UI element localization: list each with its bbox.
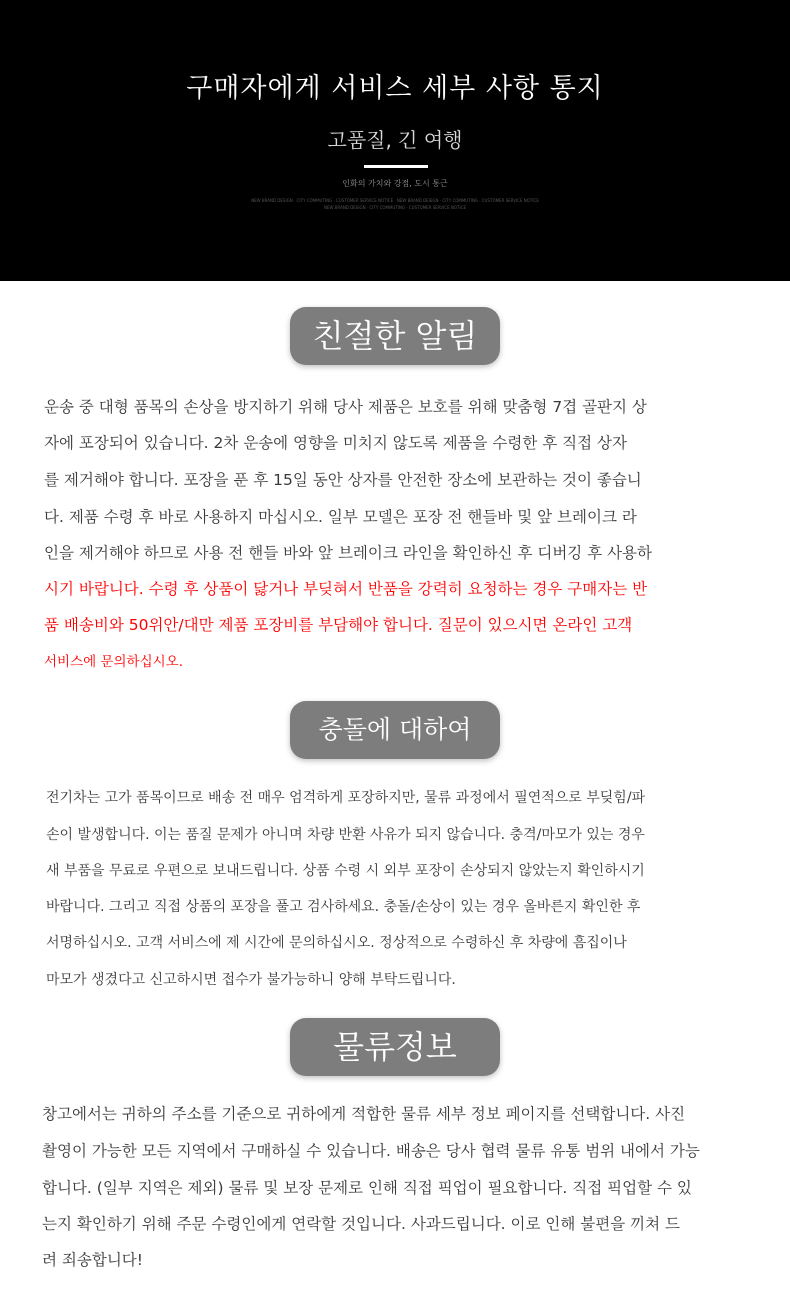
notice-line: 를 제거해야 합니다. 포장을 푼 후 15일 동안 상자를 안전한 장소에 보관하는 것이 좋습니 xyxy=(44,471,642,489)
collision-line: 마모가 생겼다고 신고하시면 접수가 불가능하니 양해 부탁드립니다. xyxy=(46,972,456,988)
page-subtitle: 고품질, 긴 여행 xyxy=(327,128,463,152)
notice-warning-line: 품 배송비와 50위안/대만 제품 포장비를 부담해야 합니다. 질문이 있으시면 온라인 고객 xyxy=(44,616,633,634)
logistics-line: 합니다. (일부 지역은 제외) 물류 및 보장 문제로 인해 직접 픽업이 필요합니다. 직접 픽업할 수 있 xyxy=(42,1179,692,1197)
notice-warning-line: 시기 바랍니다. 수령 후 상품이 닳거나 부딪혀서 반품을 강력히 요청하는 경우 구매자는 반 xyxy=(44,580,648,598)
section-heading-notice: 친절한 알림 xyxy=(290,307,500,365)
header-banner xyxy=(0,0,790,281)
header-tagline: 인화의 가치와 강점, 도시 통근 xyxy=(342,179,448,188)
notice-line: 운송 중 대형 품목의 손상을 방지하기 위해 당사 제품은 보호를 위해 맞춤형 7겹 골판지 상 xyxy=(44,398,647,416)
logistics-line: 는지 확인하기 위해 주문 수령인에게 연락할 것입니다. 사과드립니다. 이로 인해 불편을 끼쳐 드 xyxy=(42,1215,680,1233)
notice-warning-line: 서비스에 문의하십시오. xyxy=(44,654,183,670)
logistics-line: 촬영이 가능한 모든 지역에서 구매하실 수 있습니다. 배송은 당사 협력 물류 유통 범위 내에서 가능 xyxy=(42,1142,700,1160)
notice-line: 자에 포장되어 있습니다. 2차 운송에 영향을 미치지 않도록 제품을 수령한 후 직접 상자 xyxy=(44,434,627,452)
notice-line: 다. 제품 수령 후 바로 사용하지 마십시오. 일부 모델은 포장 전 핸들바 및 앞 브레이크 라 xyxy=(44,508,637,526)
collision-line: 바랍니다. 그리고 직접 상품의 포장을 풀고 검사하세요. 충돌/손상이 있는 경우 올바른지 확인한 후 xyxy=(46,899,641,915)
notice-line: 인을 제거해야 하므로 사용 전 핸들 바와 앞 브레이크 라인을 확인하신 후 디버깅 후 사용하 xyxy=(44,544,653,562)
logistics-line: 려 죄송합니다! xyxy=(42,1251,143,1269)
logistics-line: 창고에서는 귀하의 주소를 기준으로 귀하에게 적합한 물류 세부 정보 페이지를 선택합니다. 사진 xyxy=(42,1105,686,1123)
collision-line: 새 부품을 무료로 우편으로 보내드립니다. 상품 수령 시 외부 포장이 손상되지 않았는지 확인하시기 xyxy=(46,863,645,879)
header-fine-print-2: NEW BRAND DESIGN · CITY COMMUTING · CUSTOMER SERVICE NOTICE xyxy=(324,205,466,210)
section-heading-logistics: 물류정보 xyxy=(290,1018,500,1076)
page-title: 구매자에게 서비스 세부 사항 통지 xyxy=(186,73,604,104)
header-fine-print-1: NEW BRAND DESIGN · CITY COMMUTING · CUSTOMER SERVICE NOTICE · NEW BRAND DESIGN · CITY COMMUTING · CUSTOMER SERVICE NOTICE xyxy=(251,198,539,203)
title-divider xyxy=(364,165,428,168)
collision-line: 손이 발생합니다. 이는 품질 문제가 아니며 차량 반환 사유가 되지 않습니다. 충격/마모가 있는 경우 xyxy=(46,827,645,843)
collision-line: 전기차는 고가 품목이므로 배송 전 매우 엄격하게 포장하지만, 물류 과정에서 필연적으로 부딪힘/파 xyxy=(46,790,646,806)
collision-line: 서명하십시오. 고객 서비스에 제 시간에 문의하십시오. 정상적으로 수령하신 후 차량에 흠집이나 xyxy=(46,935,627,951)
section-heading-collision: 충돌에 대하여 xyxy=(290,701,500,759)
